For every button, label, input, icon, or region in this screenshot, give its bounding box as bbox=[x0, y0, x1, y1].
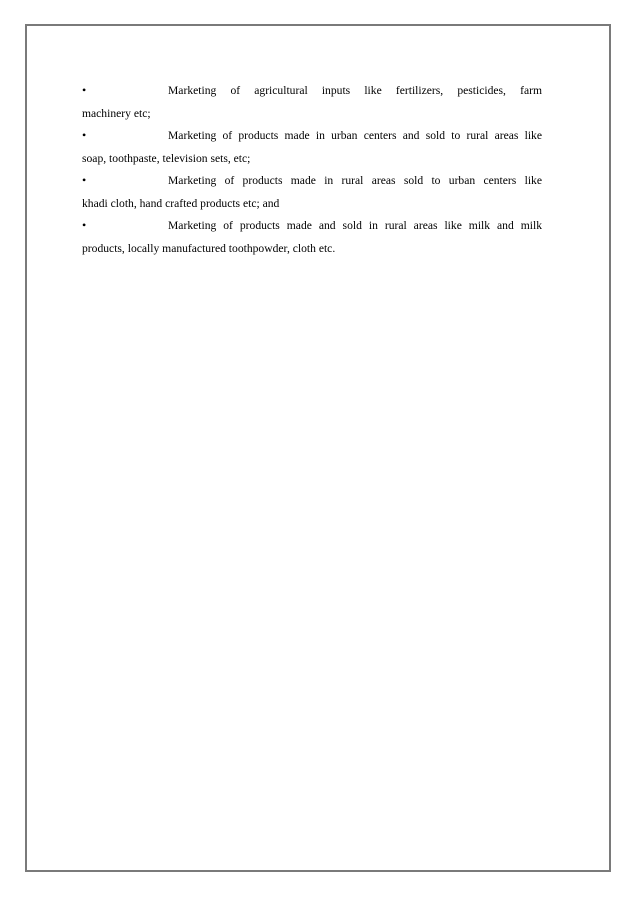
list-item-continuation: soap, toothpaste, television sets, etc; bbox=[82, 152, 251, 165]
list-item-first-line bbox=[82, 124, 542, 147]
list-item bbox=[82, 124, 542, 170]
bullet-icon: • bbox=[82, 218, 87, 232]
list-item-first-line bbox=[82, 169, 542, 192]
list-item-continuation: products, locally manufactured toothpowder, cloth etc. bbox=[82, 242, 336, 255]
list-item-text: Marketing of products made in rural areas sold to urban centers like bbox=[168, 174, 542, 187]
list-item-text: Marketing of products made and sold in rural areas like milk and milk bbox=[168, 219, 542, 232]
list-item-continuation: machinery etc; bbox=[82, 107, 151, 120]
bullet-icon: • bbox=[82, 83, 87, 97]
bullet-icon: • bbox=[82, 173, 87, 187]
list-item bbox=[82, 169, 542, 215]
list-item-first-line bbox=[82, 214, 542, 237]
list-item bbox=[82, 214, 542, 260]
list-item-text: Marketing of agricultural inputs like fertilizers, pesticides, farm bbox=[168, 84, 542, 97]
list-item bbox=[82, 79, 542, 125]
list-item-first-line bbox=[82, 79, 542, 102]
list-item-continuation: khadi cloth, hand crafted products etc; and bbox=[82, 197, 280, 210]
list-item-text: Marketing of products made in urban centers and sold to rural areas like bbox=[168, 129, 542, 142]
bullet-icon: • bbox=[82, 128, 87, 142]
document-body bbox=[82, 79, 542, 259]
